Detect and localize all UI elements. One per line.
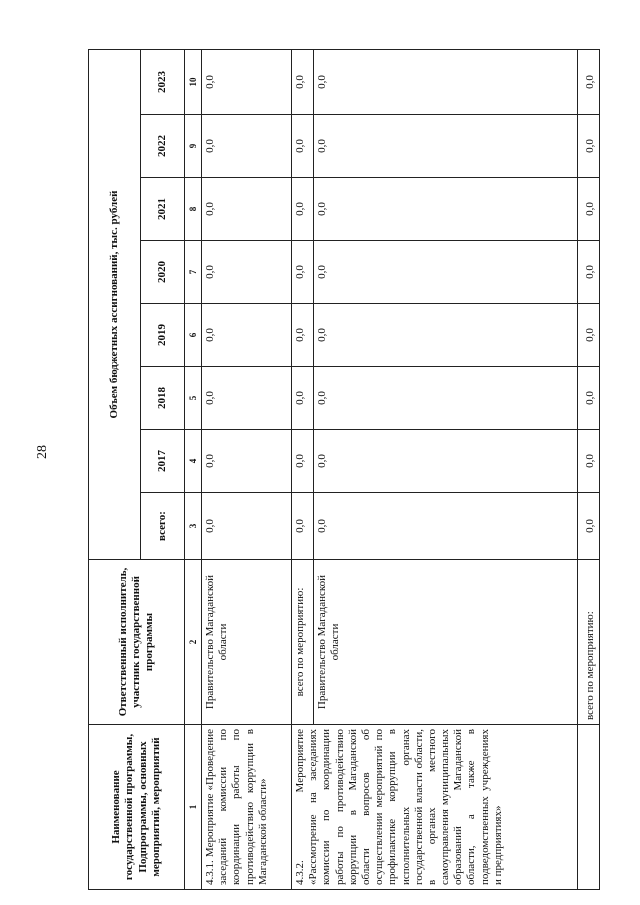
- table-row: [292, 49, 314, 889]
- cell-2023: 0,0: [578, 49, 600, 114]
- cell-total: 0,0: [202, 493, 292, 560]
- cell-2021: 0,0: [202, 178, 292, 241]
- column-number: 5: [185, 367, 202, 430]
- header-total: всего:: [141, 493, 185, 560]
- row-name: [578, 725, 600, 890]
- header-year-2019: 2019: [141, 304, 185, 367]
- table-row: [578, 49, 600, 889]
- header-year-2022: 2022: [141, 115, 185, 178]
- rotated-page-content: [88, 50, 600, 890]
- column-number: 6: [185, 304, 202, 367]
- cell-2017: 0,0: [202, 430, 292, 493]
- row-name: 4.3.1. Мероприятие «Проведение заседаний комиссии по координации работы по противодействию коррупции в Магаданской области»: [202, 725, 292, 890]
- row-name: 4.3.2. Мероприятие «Рассмотрение на заседаниях комиссии по координации работы по противодействию коррупции в Магаданской области вопросов об осуществлении мероприятий по профилактике коррупции в исполнительных органах государственной власти области, в органах местного самоуправления муниципальных образований Магаданской области, а также в подведомственных учреждениях и предприятиях»: [292, 725, 578, 890]
- row-responsible: Правительство Магаданской области: [202, 560, 292, 725]
- cell-2017: 0,0: [314, 430, 578, 493]
- cell-2020: 0,0: [292, 241, 314, 304]
- column-number: 7: [185, 241, 202, 304]
- cell-2018: 0,0: [578, 367, 600, 430]
- header-row-1: [89, 49, 141, 889]
- budget-table: [88, 49, 600, 890]
- cell-2023: 0,0: [314, 49, 578, 114]
- cell-total: 0,0: [578, 493, 600, 560]
- column-number-row: [185, 49, 202, 889]
- header-name: Наименование государственной программы, Подпрограммы, основных мероприятий, мероприятий: [89, 725, 185, 890]
- cell-total: 0,0: [292, 493, 314, 560]
- cell-2021: 0,0: [578, 178, 600, 241]
- column-number: 4: [185, 430, 202, 493]
- column-number: 2: [185, 560, 202, 725]
- row-responsible-total: всего по мероприятию:: [292, 560, 314, 725]
- row-responsible: Правительство Магаданской области: [314, 560, 578, 725]
- cell-2018: 0,0: [314, 367, 578, 430]
- cell-2018: 0,0: [292, 367, 314, 430]
- header-year-2023: 2023: [141, 49, 185, 114]
- column-number: 1: [185, 725, 202, 890]
- cell-2020: 0,0: [578, 241, 600, 304]
- cell-2017: 0,0: [292, 430, 314, 493]
- column-number: 3: [185, 493, 202, 560]
- column-number: 8: [185, 178, 202, 241]
- cell-2021: 0,0: [314, 178, 578, 241]
- cell-2020: 0,0: [314, 241, 578, 304]
- cell-2018: 0,0: [202, 367, 292, 430]
- table-row: [202, 49, 292, 889]
- cell-2019: 0,0: [292, 304, 314, 367]
- header-year-2017: 2017: [141, 430, 185, 493]
- header-year-2021: 2021: [141, 178, 185, 241]
- column-number: 10: [185, 49, 202, 114]
- cell-2022: 0,0: [314, 115, 578, 178]
- cell-2019: 0,0: [314, 304, 578, 367]
- cell-2019: 0,0: [578, 304, 600, 367]
- cell-2023: 0,0: [202, 49, 292, 114]
- cell-2020: 0,0: [202, 241, 292, 304]
- cell-2022: 0,0: [202, 115, 292, 178]
- cell-2017: 0,0: [578, 430, 600, 493]
- column-number: 9: [185, 115, 202, 178]
- header-year-2020: 2020: [141, 241, 185, 304]
- page-number: 28: [35, 445, 50, 459]
- cell-2023: 0,0: [292, 49, 314, 114]
- cell-2022: 0,0: [292, 115, 314, 178]
- row-responsible-total: всего по мероприятию:: [578, 560, 600, 725]
- header-year-2018: 2018: [141, 367, 185, 430]
- header-volume: Объем бюджетных ассигнований, тыс. рублей: [89, 49, 141, 559]
- cell-2021: 0,0: [292, 178, 314, 241]
- cell-total: 0,0: [314, 493, 578, 560]
- header-responsible: Ответственный исполнитель, участник государственной программы: [89, 560, 185, 725]
- cell-2019: 0,0: [202, 304, 292, 367]
- cell-2022: 0,0: [578, 115, 600, 178]
